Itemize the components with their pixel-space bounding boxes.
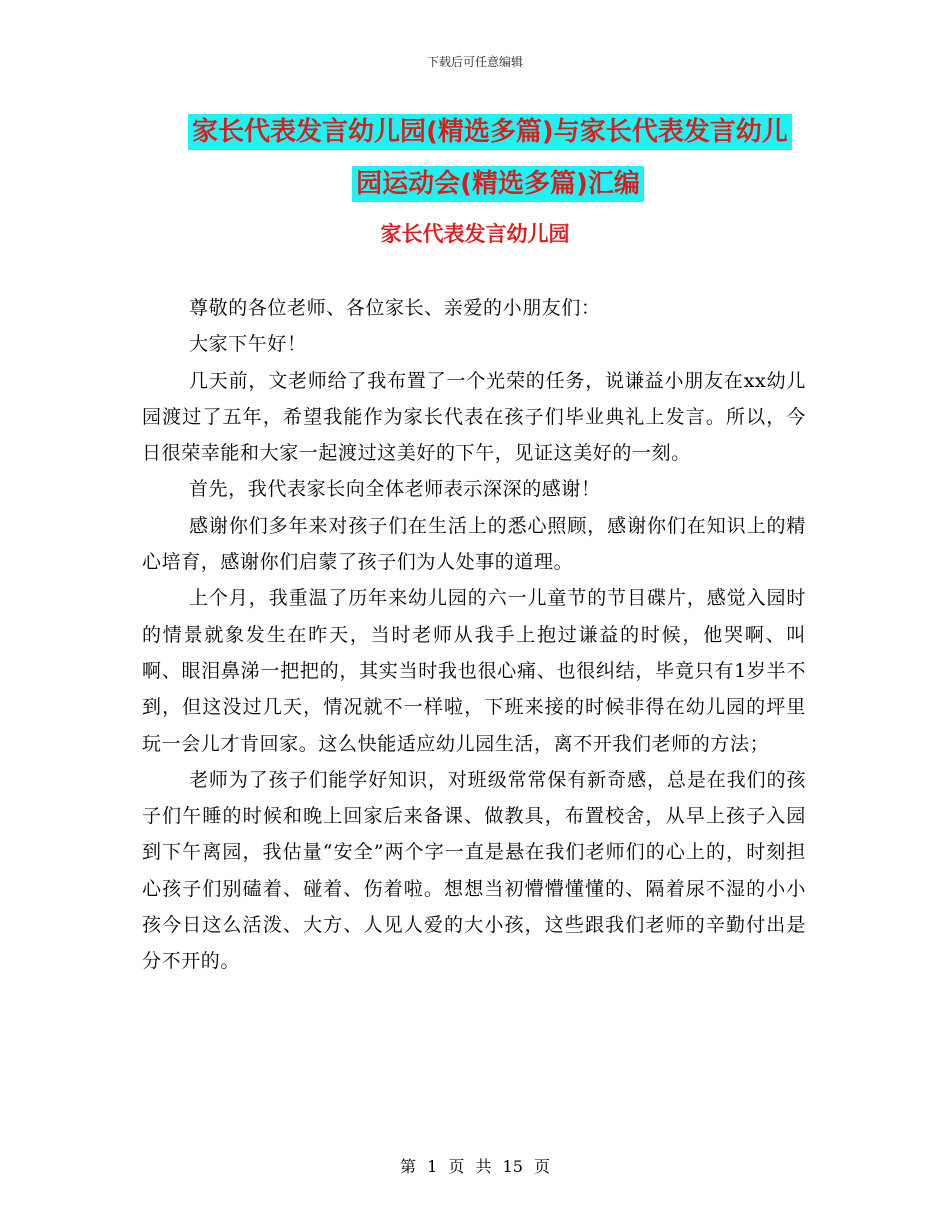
paragraph-greeting: 大家下午好！ — [189, 333, 307, 356]
paragraph: 上个月，我重温了历年来幼儿园的六一儿童节的节目碟片，感觉入园时的情景就象发生在昨天，当时老师从我手上抱过谦益的时候，他哭啊、叫啊、眼泪鼻涕一把把的，其实当时我也很心痛、也很纠结，毕竟只有1岁半不到，但这没过几天，情况就不一样啦，下班来接的时候非得在幼儿园的坪里玩一会儿才肯回家。这么快能适应幼儿园生活，离不开我们老师的方法； — [142, 587, 806, 755]
section-heading: 家长代表发言幼儿园 — [380, 222, 570, 246]
header-note: 下载后可任意编辑 — [426, 55, 523, 69]
document-title — [188, 106, 808, 210]
title-line-1: 家长代表发言幼儿园(精选多篇)与家长代表发言幼儿 — [188, 114, 792, 150]
title-line-2: 园运动会(精选多篇)汇编 — [352, 166, 644, 202]
paragraph-salutation: 尊敬的各位老师、各位家长、亲爱的小朋友们： — [189, 297, 601, 319]
paragraph: 感谢你们多年来对孩子们在生活上的悉心照顾，感谢你们在知识上的精心培育，感谢你们启蒙了孩子们为人处事的道理。 — [142, 514, 806, 574]
body-text — [142, 290, 806, 980]
paragraph: 几天前，文老师给了我布置了一个光荣的任务，说谦益小朋友在xx幼儿园渡过了五年，希望我能作为家长代表在孩子们毕业典礼上发言。所以，今日很荣幸能和大家一起渡过这美好的下午，见证这美好的一刻。 — [142, 369, 806, 465]
paragraph: 老师为了孩子们能学好知识，对班级常常保有新奇感，总是在我们的孩子们午睡的时候和晚上回家后来备课、做教具，布置校舍，从早上孩子入园到下午离园，我估量“安全”两个字一直是悬在我们老师们的心上的，时刻担心孩子们别磕着、碰着、伤着啦。想想当初懵懵懂懂的、隔着尿不湿的小小孩今日这么活泼、大方、人见人爱的大小孩，这些跟我们老师的辛勤付出是分不开的。 — [142, 768, 806, 973]
page-number-footer: 第 1 页 共 15 页 — [400, 1157, 550, 1176]
paragraph: 首先，我代表家长向全体老师表示深深的感谢！ — [189, 478, 601, 501]
